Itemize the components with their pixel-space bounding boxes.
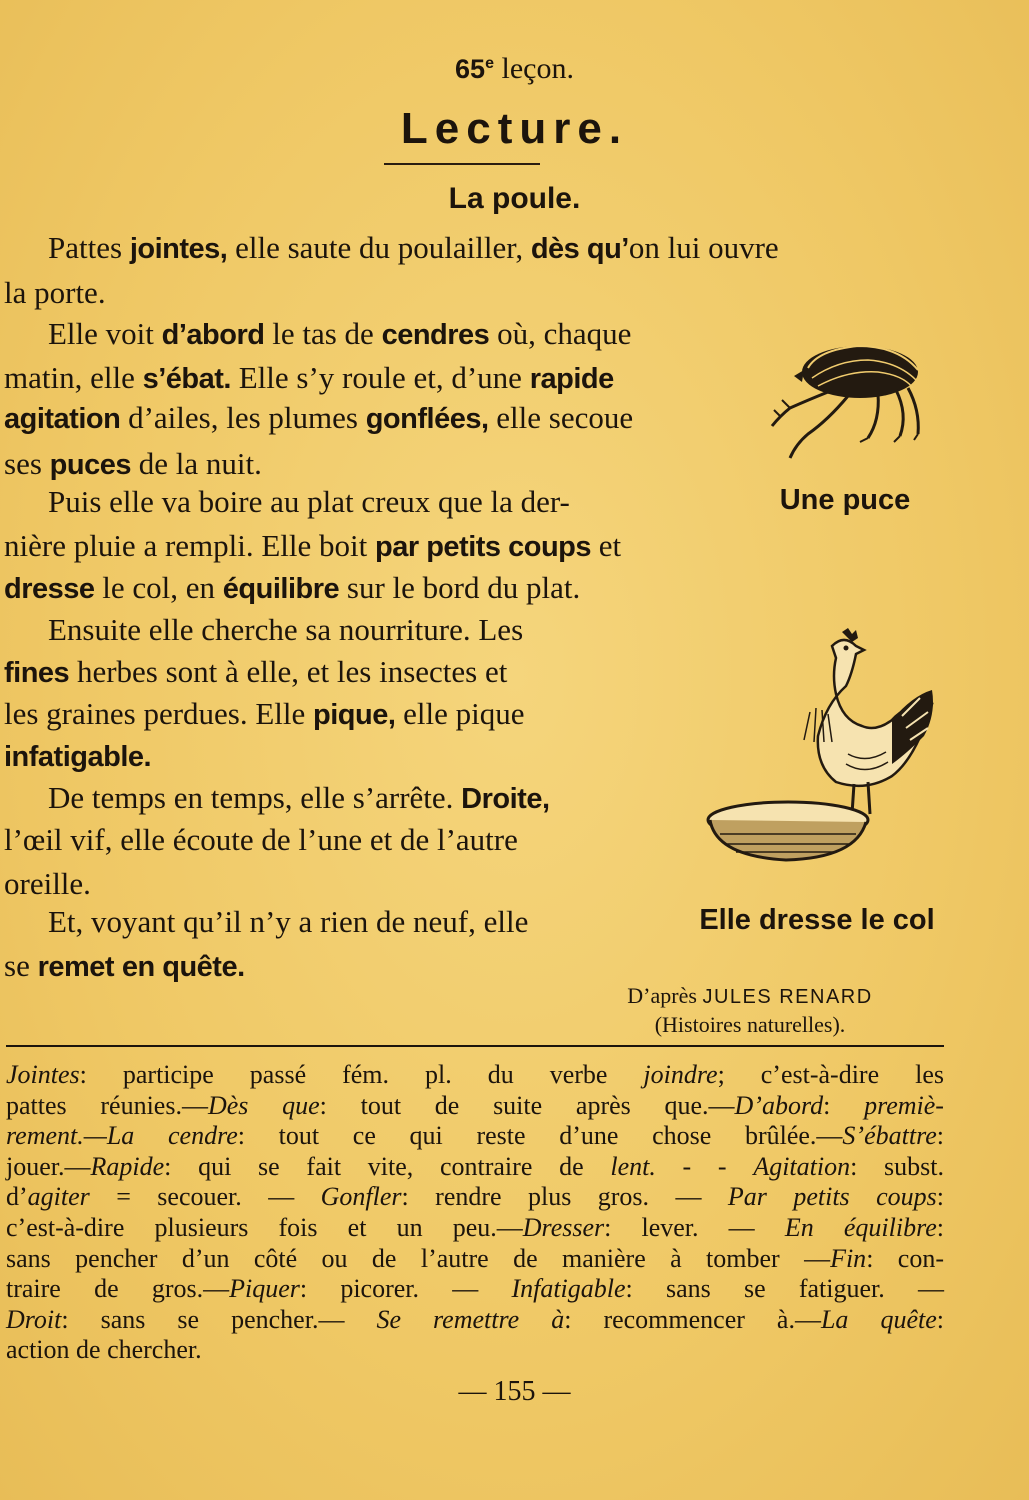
vocab-word: dresse — [4, 573, 95, 605]
text-segment: matin, elle — [4, 360, 143, 395]
text-segment: herbes sont à elle, et les insectes et — [69, 654, 508, 689]
glossary-line — [6, 1274, 944, 1304]
vocab-word: rapide — [529, 363, 614, 395]
glossary-term: Droit — [6, 1305, 62, 1334]
text-segment: Pattes — [48, 230, 130, 265]
glossary-term: En équilibre — [784, 1213, 937, 1242]
hen-caption: Elle dresse le col — [699, 904, 935, 936]
glossary-definition: : participe passé fém. pl. du verbe — [79, 1060, 644, 1089]
text-line — [4, 696, 525, 732]
lesson-heading — [0, 52, 1029, 86]
glossary-definition: : subst. — [850, 1152, 944, 1181]
glossary-term: Fin — [830, 1244, 867, 1273]
text-segment: de la nuit. — [130, 446, 262, 481]
glossary-line — [6, 1244, 944, 1274]
source-attribution — [560, 983, 940, 1009]
text-segment: le tas de — [264, 316, 382, 351]
flea-illustration — [768, 330, 928, 470]
glossary-term: Dès que — [207, 1091, 320, 1120]
text-segment: Et, voyant qu’il n’y a rien de neuf, elle — [48, 904, 529, 939]
vocab-word: par petits coups — [375, 531, 592, 563]
glossary-term: Piquer — [229, 1274, 300, 1303]
text-segment: elle pique — [395, 696, 525, 731]
text-line — [4, 528, 621, 564]
glossary-line — [6, 1335, 944, 1365]
glossary-line — [6, 1182, 944, 1212]
text-segment: Puis elle va boire au plat creux que la der- — [48, 484, 570, 519]
text-line — [48, 230, 779, 266]
lesson-word: leçon. — [501, 52, 574, 85]
glossary-line — [6, 1091, 944, 1121]
text-segment: où, chaque — [489, 316, 632, 351]
glossary-definition: : sans se fatiguer. — — [625, 1274, 944, 1303]
text-line — [4, 446, 262, 482]
vocab-word: Droite, — [461, 783, 550, 815]
title-divider — [384, 163, 540, 165]
flea-caption: Une puce — [779, 484, 911, 516]
vocab-word: pique, — [313, 699, 396, 731]
glossary-definition: : tout ce qui reste d’une chose brûlée.— — [237, 1121, 843, 1150]
vocab-word: jointes, — [129, 233, 228, 265]
glossary-definition: c’est-à-dire plusieurs fois et un peu.— — [6, 1213, 523, 1242]
vocab-word: agitation — [4, 403, 121, 435]
text-segment: Ensuite elle cherche sa nourriture. Les — [48, 612, 524, 647]
text-line — [48, 484, 570, 520]
glossary-term: Jointes — [6, 1060, 80, 1089]
text-line — [48, 316, 631, 352]
text-segment: la porte. — [4, 275, 106, 310]
glossary-definition: : qui se fait vite, contraire de — [164, 1152, 611, 1181]
text-segment: sur le bord du plat. — [339, 570, 581, 605]
glossary-line — [6, 1121, 944, 1151]
glossary-definition: : sans se pencher.— — [61, 1305, 377, 1334]
vocab-word: dès qu’ — [530, 233, 629, 265]
text-segment: se — [4, 948, 38, 983]
page-title: Lecture. — [400, 104, 629, 153]
glossary-definition: : picorer. — — [299, 1274, 512, 1303]
lesson-number: 65e — [455, 54, 494, 84]
text-segment: le col, en — [94, 570, 223, 605]
section-divider — [6, 1045, 944, 1047]
glossary-term: premiè- — [864, 1091, 944, 1120]
glossary-definition: ; c’est-à-dire les — [717, 1060, 944, 1089]
glossary-line — [6, 1213, 944, 1243]
text-segment: Elle voit — [48, 316, 162, 351]
glossary-term: Infatigable — [511, 1274, 626, 1303]
page-number: — 155 — — [458, 1376, 571, 1407]
text-line — [48, 780, 550, 816]
vocab-word: cendres — [381, 319, 490, 351]
text-line — [4, 948, 245, 984]
glossary-term: Dresser — [522, 1213, 605, 1242]
text-segment: l’œil vif, elle écoute de l’une et de l’autre — [4, 822, 518, 857]
glossary-definition: d’ — [6, 1182, 28, 1211]
glossary-definition: = secouer. — — [89, 1182, 321, 1211]
glossary-term: Gonfler — [320, 1182, 402, 1211]
source-prefix: D’après — [627, 983, 697, 1008]
glossary-term: lent. — [610, 1152, 656, 1181]
glossary-term: Par petits coups — [727, 1182, 937, 1211]
text-segment: les graines perdues. Elle — [4, 696, 314, 731]
glossary-definition: traire de gros.— — [6, 1274, 230, 1303]
vocab-word: gonflées, — [365, 403, 489, 435]
text-line — [4, 866, 91, 902]
text-line — [48, 904, 528, 940]
glossary-definition: : rendre plus gros. — — [401, 1182, 728, 1211]
glossary-definition: action de chercher. — [6, 1335, 202, 1364]
glossary-definition: : — [936, 1213, 944, 1242]
glossary-term: S’ébattre — [842, 1121, 937, 1150]
glossary-definition: : con- — [866, 1244, 944, 1273]
glossary-line — [6, 1152, 944, 1182]
glossary-term: Agitation — [753, 1152, 851, 1181]
glossary-term: rement.—La cendre — [6, 1121, 238, 1150]
reading-subtitle: La poule. — [448, 182, 581, 215]
glossary-definition: : tout de suite après que.— — [319, 1091, 735, 1120]
text-line — [4, 654, 507, 690]
text-segment: elle saute du poulailler, — [227, 230, 531, 265]
source-work: (Histoires naturelles). — [654, 1012, 846, 1037]
glossary-definition: - - — [655, 1152, 754, 1181]
text-line — [4, 275, 106, 311]
vocab-word: puces — [49, 449, 131, 481]
glossary-line — [6, 1060, 944, 1090]
glossary-definition: : — [823, 1091, 865, 1120]
vocab-word: infatigable. — [4, 741, 152, 773]
glossary-term: agiter — [27, 1182, 90, 1211]
text-segment: d’ailes, les plumes — [120, 400, 366, 435]
glossary-definition: pattes réunies.— — [6, 1091, 208, 1120]
vocab-word: équilibre — [222, 573, 340, 605]
text-segment: De temps en temps, elle s’arrête. — [48, 780, 462, 815]
glossary-line — [6, 1305, 944, 1335]
text-segment: elle secoue — [488, 400, 634, 435]
vocab-word: s’ébat. — [142, 363, 231, 395]
glossary-definition: : — [936, 1121, 944, 1150]
vocab-word: en quête. — [121, 951, 245, 983]
text-segment: oreille. — [4, 866, 91, 901]
text-line — [4, 822, 518, 858]
text-segment: on lui ouvre — [628, 230, 779, 265]
glossary-definition: : lever. — — [604, 1213, 785, 1242]
glossary-term: joindre — [643, 1060, 718, 1089]
text-segment: nière pluie a rempli. Elle boit — [4, 528, 376, 563]
source-author: JULES RENARD — [702, 986, 873, 1008]
text-segment — [114, 948, 122, 983]
glossary-definition: : — [936, 1182, 944, 1211]
glossary-definition: : — [936, 1305, 944, 1334]
glossary-definition: : recommencer à.— — [564, 1305, 821, 1334]
text-segment: ses — [4, 446, 50, 481]
text-line — [48, 612, 523, 648]
text-line — [4, 570, 580, 606]
text-segment: et — [591, 528, 622, 563]
text-line — [4, 400, 633, 436]
glossary-term: Se remettre à — [376, 1305, 565, 1334]
text-segment: Elle s’y roule et, d’une — [230, 360, 530, 395]
text-line — [4, 738, 151, 774]
vocab-word: remet — [37, 951, 115, 983]
glossary-definition: jouer.— — [6, 1152, 91, 1181]
glossary-term: La quête — [820, 1305, 937, 1334]
glossary-term: D’abord — [734, 1091, 824, 1120]
vocab-word: d’abord — [161, 319, 265, 351]
hen-illustration — [706, 624, 942, 874]
text-line — [4, 360, 614, 396]
glossary-definition: sans pencher d’un côté ou de l’autre de manière à tomber — — [6, 1244, 831, 1273]
vocab-word: fines — [4, 657, 70, 689]
glossary-term: Rapide — [90, 1152, 165, 1181]
